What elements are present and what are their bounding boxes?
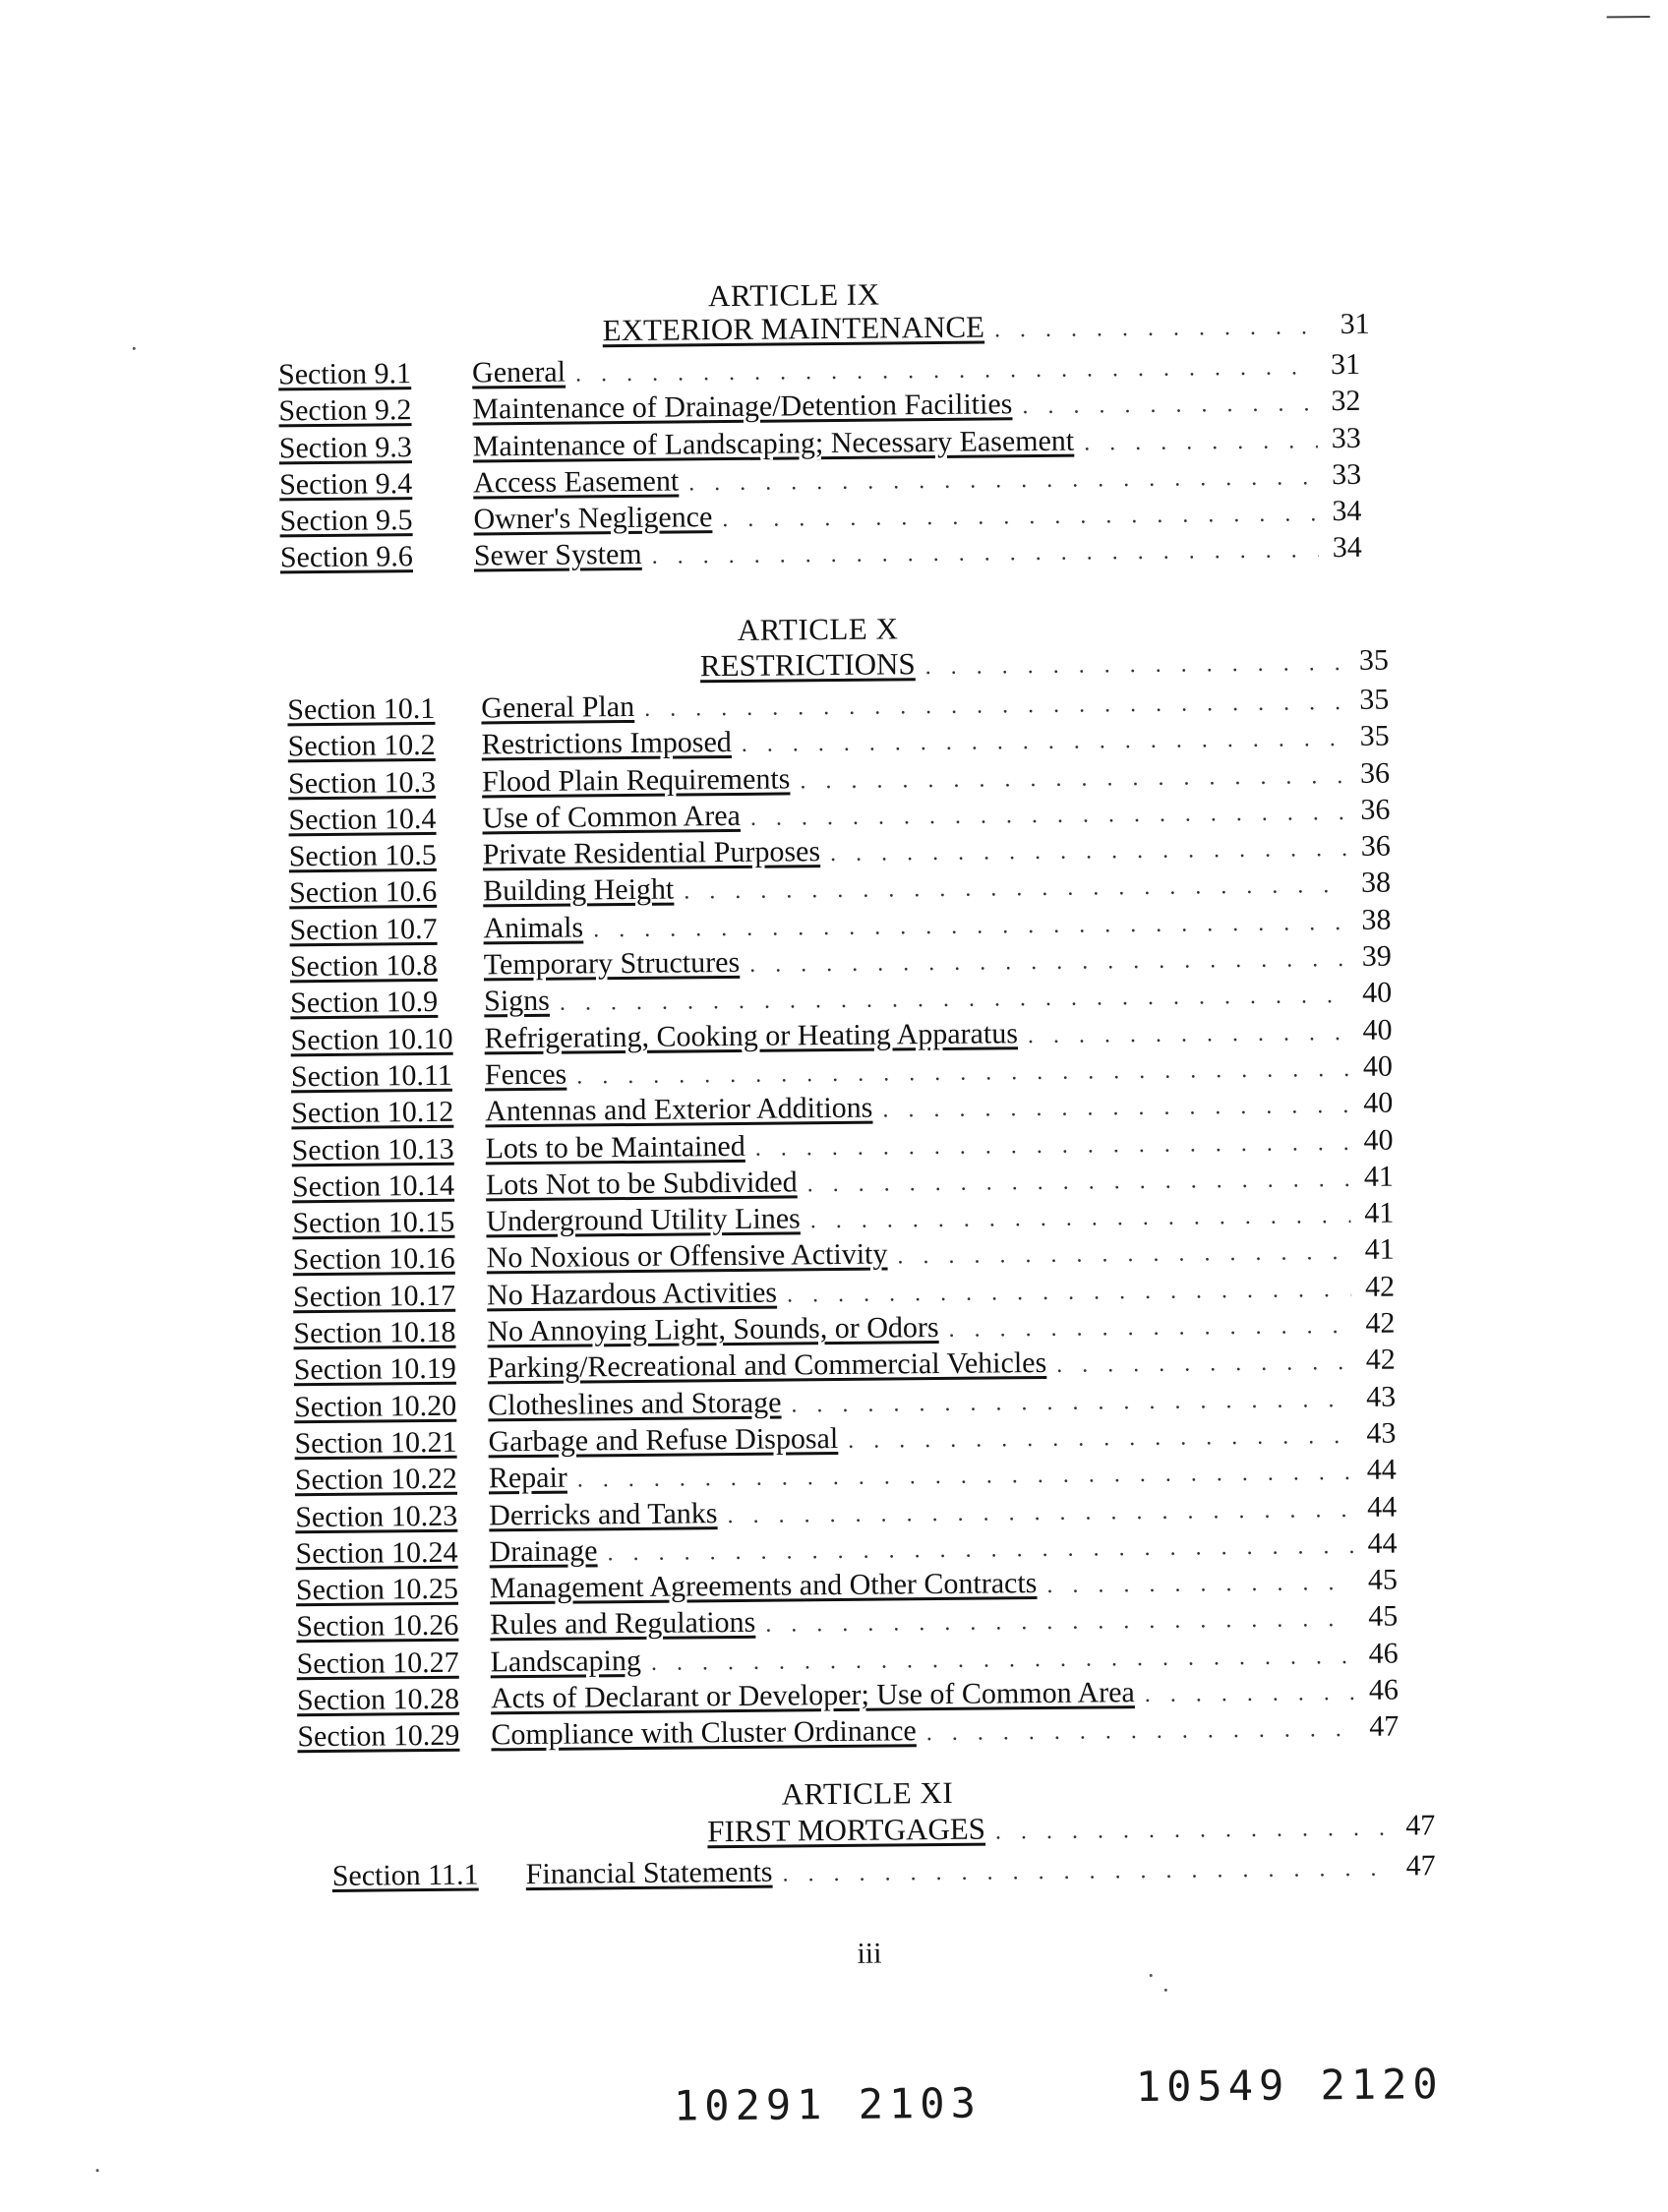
section-page: 35 [1359, 683, 1390, 716]
scan-speck [1164, 1989, 1167, 1992]
section-id[interactable]: Section 9.1 [277, 357, 412, 391]
section-id[interactable]: Section 10.15 [292, 1205, 455, 1240]
section-title[interactable]: Refrigerating, Cooking or Heating Apparatus [484, 1016, 1019, 1055]
section-page: 47 [1405, 1849, 1436, 1883]
section-id[interactable]: Section 9.4 [278, 466, 413, 502]
leader-dots [722, 501, 1318, 533]
article-x [286, 606, 1448, 1758]
article-title: ARTICLE XI [781, 1774, 954, 1812]
section-title[interactable]: Private Residential Purposes [482, 835, 821, 871]
section-id[interactable]: Section 10.22 [294, 1462, 458, 1497]
section-list [278, 348, 1362, 578]
recording-stamp-right: 10549 2120 [1135, 2060, 1444, 2112]
leader-dots [1022, 391, 1317, 421]
section-page: 41 [1363, 1160, 1395, 1193]
section-id[interactable]: Section 10.19 [293, 1352, 456, 1387]
section-page: 44 [1367, 1490, 1398, 1524]
scan-speck [96, 2169, 99, 2172]
section-title[interactable]: General [471, 355, 566, 389]
leader-dots [575, 354, 1317, 388]
leader-dots [848, 1423, 1353, 1455]
section-page: 42 [1365, 1343, 1396, 1377]
section-id[interactable]: Section 10.7 [289, 912, 438, 947]
section-id[interactable]: Section 10.8 [289, 948, 439, 984]
section-page: 42 [1364, 1270, 1396, 1303]
section-page: 40 [1362, 1049, 1394, 1083]
section-page: 40 [1363, 1123, 1394, 1157]
leader-dots [688, 464, 1318, 497]
leader-dots [948, 1313, 1351, 1344]
section-title[interactable]: Compliance with Cluster Ordinance [491, 1714, 917, 1752]
section-id[interactable]: Section 10.20 [293, 1389, 457, 1423]
leader-dots [765, 1606, 1354, 1639]
section-title[interactable]: Lots Not to be Subdivided [485, 1166, 798, 1202]
section-title[interactable]: Restrictions Imposed [481, 726, 732, 761]
section-id[interactable]: Section 10.1 [287, 691, 436, 727]
section-id[interactable]: Section 9.2 [278, 393, 412, 428]
article-page: 35 [1358, 643, 1390, 677]
section-id[interactable]: Section 10.23 [295, 1499, 458, 1533]
section-id[interactable]: Section 10.16 [292, 1242, 455, 1277]
section-id[interactable]: Section 10.9 [290, 986, 439, 1020]
article-heading-row [700, 642, 1389, 685]
section-title[interactable]: Rules and Regulations [490, 1606, 756, 1642]
section-page: 45 [1368, 1599, 1399, 1634]
section-title[interactable]: Antennas and Exterior Additions [485, 1091, 873, 1128]
section-title[interactable]: Management Agreements and Other Contracts [489, 1567, 1038, 1605]
section-title[interactable]: Derricks and Tanks [489, 1496, 718, 1531]
section-page: 40 [1362, 1013, 1393, 1046]
section-id[interactable]: Section 10.18 [293, 1315, 456, 1350]
section-page: 44 [1366, 1453, 1397, 1487]
article-title: ARTICLE X [737, 611, 899, 647]
section-page: 36 [1359, 756, 1391, 790]
section-id[interactable]: Section 10.4 [288, 802, 437, 837]
article-title: ARTICLE IX [707, 276, 880, 314]
article-page: 31 [1340, 307, 1370, 341]
section-title[interactable]: Access Easement [472, 464, 680, 500]
section-title[interactable]: Repair [488, 1461, 567, 1495]
toc-row [332, 1849, 1436, 1896]
leader-dots [742, 726, 1346, 758]
section-page: 47 [1369, 1709, 1400, 1744]
leader-dots [576, 1056, 1349, 1091]
section-id[interactable]: Section 10.10 [290, 1022, 453, 1056]
section-title[interactable]: Temporary Structures [483, 946, 741, 982]
section-page: 36 [1360, 793, 1391, 826]
leader-dots [810, 1203, 1351, 1234]
section-page: 40 [1361, 976, 1393, 1010]
article-page: 47 [1405, 1809, 1436, 1842]
section-page: 38 [1361, 903, 1392, 936]
section-page: 45 [1367, 1563, 1399, 1596]
section-id[interactable]: Section 10.24 [295, 1535, 458, 1571]
section-id[interactable]: Section 10.12 [291, 1095, 454, 1130]
section-title[interactable]: No Annoying Light, Sounds, or Odors [487, 1311, 939, 1348]
leader-dots [1084, 428, 1318, 456]
scan-speck [1150, 1974, 1153, 1977]
leader-dots [593, 910, 1348, 943]
section-page: 42 [1365, 1306, 1396, 1340]
section-id[interactable]: Section 10.27 [296, 1645, 459, 1681]
section-title[interactable]: Underground Utility Lines [486, 1202, 801, 1238]
article-xi [331, 1770, 1483, 1919]
article-heading-row [707, 1807, 1435, 1849]
section-title[interactable]: No Noxious or Offensive Activity [486, 1237, 888, 1275]
section-page: 44 [1367, 1526, 1398, 1560]
section-title[interactable]: Building Height [482, 873, 675, 908]
section-title[interactable]: Signs [484, 985, 551, 1018]
section-page: 31 [1330, 347, 1361, 382]
article-heading[interactable]: RESTRICTIONS [699, 646, 916, 684]
section-title[interactable]: Lots to be Maintained [485, 1129, 745, 1165]
article-heading[interactable]: EXTERIOR MAINTENANCE [602, 309, 985, 348]
section-title[interactable]: Landscaping [490, 1644, 642, 1679]
article-heading[interactable]: FIRST MORTGAGES [707, 1811, 986, 1849]
section-title[interactable]: Sewer System [473, 538, 642, 572]
section-id[interactable]: Section 10.26 [296, 1609, 459, 1644]
section-id[interactable]: Section 10.13 [291, 1132, 454, 1166]
leader-dots [749, 946, 1348, 979]
leader-dots [652, 538, 1319, 571]
section-title[interactable]: Garbage and Refuse Disposal [488, 1421, 839, 1459]
leader-dots [994, 314, 1327, 343]
section-list [287, 684, 1399, 1758]
section-title[interactable]: Owner's Negligence [473, 501, 713, 536]
leader-dots [1056, 1349, 1352, 1379]
leader-dots [560, 983, 1349, 1017]
leader-dots [577, 1460, 1353, 1494]
section-title[interactable]: No Hazardous Activities [486, 1276, 778, 1312]
leader-dots [791, 1387, 1352, 1418]
section-id[interactable]: Section 10.5 [288, 839, 437, 873]
leader-dots [807, 1166, 1351, 1198]
scan-speck [133, 347, 136, 350]
corner-mark [1607, 16, 1650, 18]
section-title[interactable]: Parking/Recreational and Commercial Vehicles [487, 1346, 1047, 1385]
leader-dots [882, 1093, 1349, 1124]
section-page: 33 [1331, 421, 1361, 454]
section-page: 38 [1360, 867, 1392, 900]
section-title[interactable]: Flood Plain Requirements [481, 762, 791, 799]
recording-stamp-left: 10291 2103 [673, 2078, 983, 2130]
section-id[interactable]: Section 10.6 [288, 875, 438, 910]
section-title[interactable]: Animals [483, 911, 584, 945]
leader-dots [782, 1856, 1392, 1888]
leader-dots [644, 689, 1345, 723]
section-id[interactable]: Section 10.29 [297, 1719, 460, 1754]
section-page: 40 [1363, 1086, 1394, 1120]
section-id[interactable]: Section 11.1 [331, 1858, 479, 1892]
leader-dots [750, 800, 1347, 832]
leader-dots [1028, 1020, 1349, 1049]
leader-dots [926, 1716, 1356, 1747]
leader-dots [1145, 1680, 1355, 1708]
section-page: 32 [1331, 385, 1361, 418]
section-id[interactable]: Section 10.14 [291, 1168, 455, 1204]
section-title[interactable]: General Plan [481, 689, 635, 725]
section-id[interactable]: Section 9.6 [279, 540, 414, 574]
leader-dots [897, 1239, 1350, 1270]
section-id[interactable]: Section 10.28 [296, 1682, 460, 1717]
section-page: 46 [1368, 1637, 1399, 1670]
section-id[interactable]: Section 10.2 [287, 729, 436, 763]
section-page: 43 [1365, 1380, 1397, 1413]
section-page: 41 [1364, 1233, 1395, 1267]
leader-dots [607, 1533, 1353, 1567]
section-id[interactable]: Section 10.25 [295, 1572, 459, 1607]
section-page: 35 [1359, 719, 1390, 753]
page-number: iii [857, 1937, 882, 1970]
section-page: 36 [1360, 829, 1391, 864]
section-title[interactable]: Clotheslines and Storage [487, 1386, 782, 1422]
section-title[interactable]: Use of Common Area [482, 799, 742, 835]
article-ix [277, 271, 1431, 597]
section-id[interactable]: Section 9.5 [279, 504, 413, 538]
section-id[interactable]: Section 9.3 [278, 430, 412, 464]
leader-dots [830, 836, 1347, 867]
leader-dots [925, 650, 1345, 681]
section-page: 33 [1331, 457, 1362, 492]
section-id[interactable]: Section 10.21 [294, 1425, 457, 1461]
leader-dots [787, 1277, 1351, 1309]
section-page: 41 [1364, 1196, 1395, 1230]
section-id[interactable]: Section 10.11 [290, 1058, 452, 1094]
leader-dots [1046, 1570, 1354, 1599]
section-page: 46 [1368, 1673, 1400, 1706]
section-title[interactable]: Financial Statements [525, 1855, 773, 1891]
section-page: 34 [1332, 495, 1362, 528]
article-heading-row [602, 306, 1369, 348]
section-title[interactable]: Fences [484, 1057, 567, 1092]
section-id[interactable]: Section 10.17 [292, 1279, 456, 1314]
section-title[interactable]: Drainage [489, 1534, 598, 1569]
section-page: 34 [1332, 531, 1362, 565]
leader-dots [755, 1130, 1350, 1163]
section-id[interactable]: Section 10.3 [287, 765, 437, 800]
leader-dots [684, 872, 1347, 905]
section-list [332, 1849, 1436, 1896]
section-title[interactable]: Maintenance of Landscaping; Necessary Easement [472, 424, 1075, 463]
section-title[interactable]: Acts of Declarant or Developer; Use of Common Area [490, 1676, 1135, 1715]
section-title[interactable]: Maintenance of Drainage/Detention Facilities [472, 388, 1013, 426]
leader-dots [800, 763, 1346, 795]
section-page: 39 [1361, 939, 1392, 973]
section-page: 43 [1366, 1416, 1397, 1450]
leader-dots [727, 1497, 1353, 1529]
leader-dots [995, 1816, 1393, 1846]
leader-dots [651, 1644, 1355, 1677]
